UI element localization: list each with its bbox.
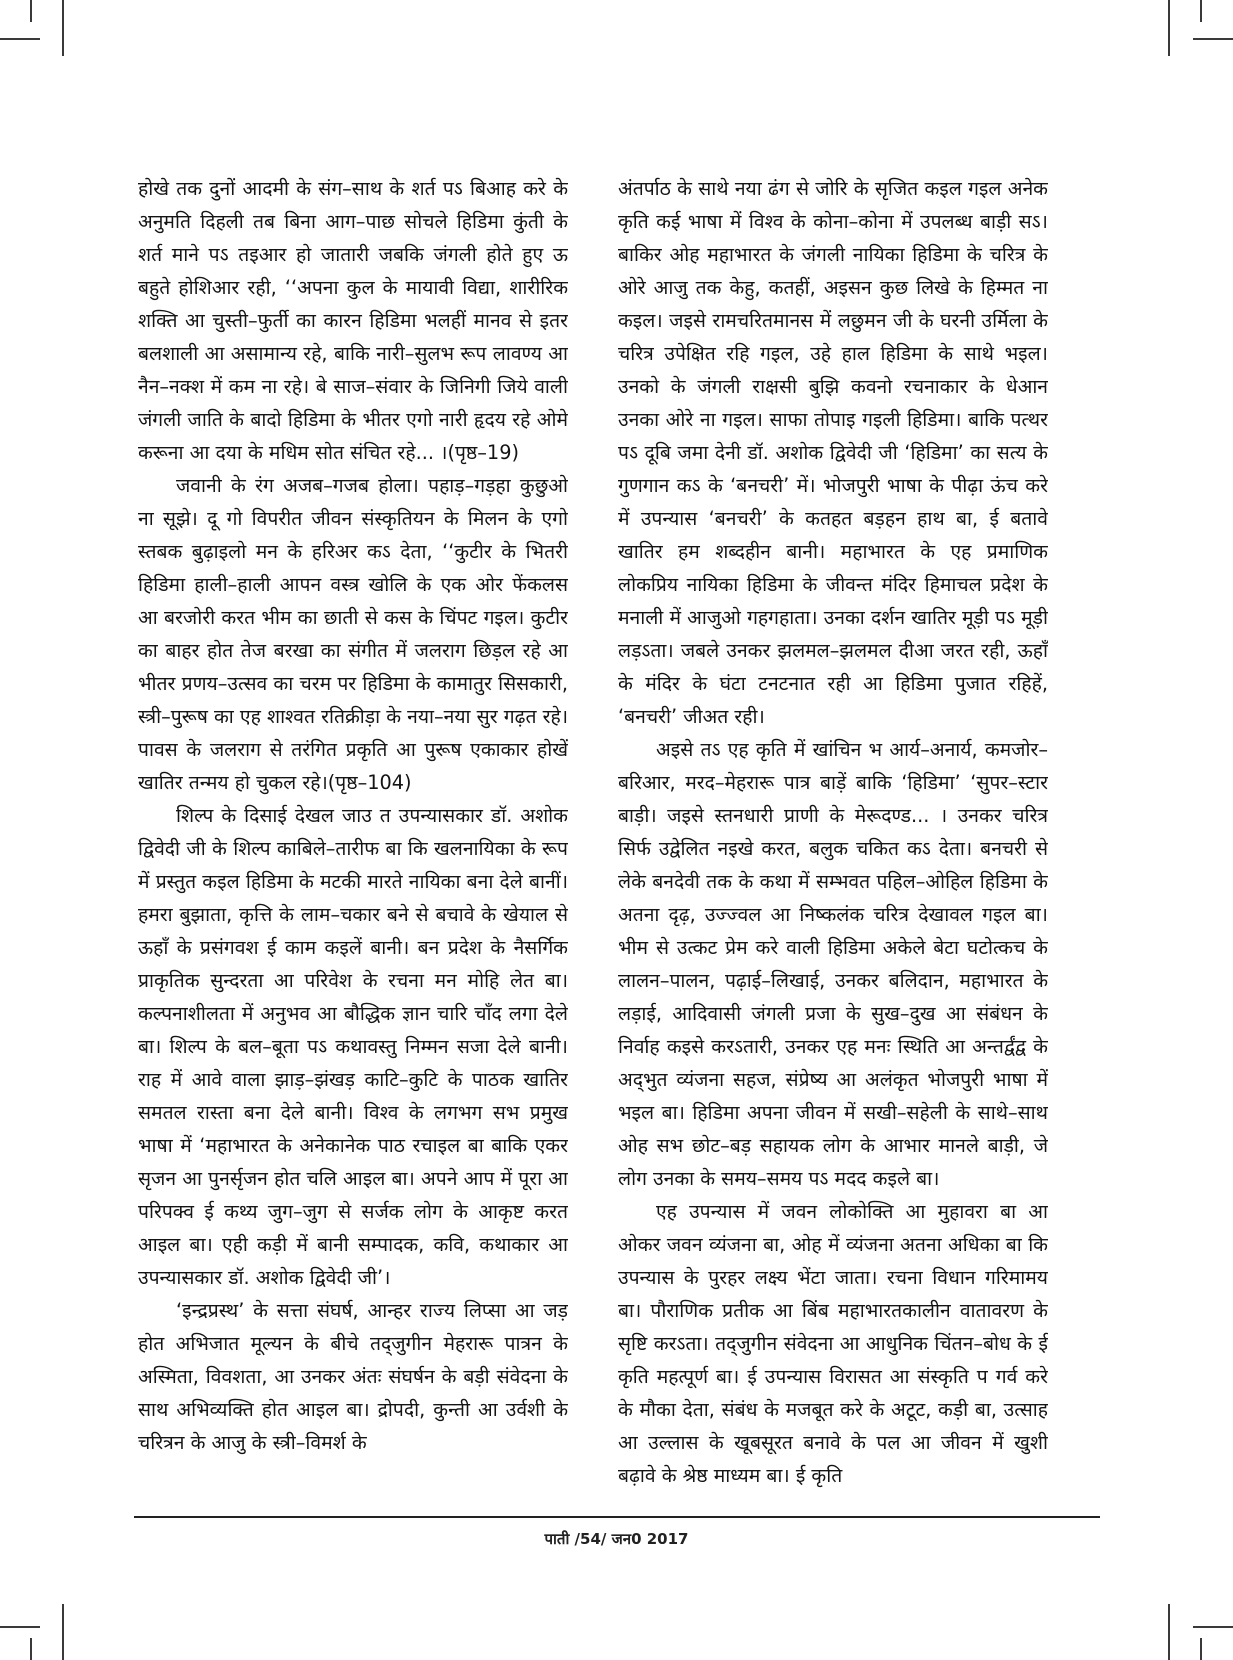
footer-rule: [134, 1516, 1100, 1518]
crop-mark: [30, 0, 32, 22]
paragraph: जवानी के रंग अजब–गजब होला। पहाड़–गड़हा कुछुओ ना सूझे। दू गो विपरीत जीवन संस्कृतियन के मिलन के एगो स्तबक बुढ़ाइलो मन के हरिअर कऽ देता, ‘‘कुटीर के भितरी हिडिमा हाली–हाली आपन वस्त्र खोलि के एक ओर फेंकलस आ बरजोरी करत भीम का छाती से कस के चिंपट गइल। कुटीर का बाहर होत तेज बरखा का संगीत में जलराग छिड़ल रहे आ भीतर प्रणय–उत्सव का चरम पर हिडिमा के कामातुर सिसकारी, स्त्री–पुरूष का एह शाश्वत रतिक्रीड़ा के नया–नया सुर गढ़त रहे। पावस के जलराग से तरंगित प्रकृति आ पुरूष एकाकार होखें खातिर तन्मय हो चुकल रहे।(पृष्ठ–104): [138, 474, 568, 794]
crop-mark: [1168, 0, 1170, 56]
paragraph: शिल्प के दिसाई देखल जाउ त उपन्यासकार डॉ. अशोक द्विवेदी जी के शिल्प काबिले–तारीफ बा कि खलनायिका के रूप में प्रस्तुत कइल हिडिमा के मटकी मारते नायिका बना देले बानीं। हमरा बुझाता, कृत्ति के लाम–चकार बने से बचावे के खेयाल से ऊहाँ के प्रसंगवश ई काम कइलें बानी। बन प्रदेश के नैसर्गिक प्राकृतिक सुन्दरता आ परिवेश के रचना मन मोहि लेत बा। कल्पनाशीलता में अनुभव आ बौद्धिक ज्ञान चारि चाँद लगा देले बा। शिल्प के बल–बूता पऽ कथावस्तु निम्मन सजा देले बानी। राह में आवे वाला झाड़–झंखड़ काटि–कुटि के पाठक खातिर समतल रास्ता बना देले बानी। विश्व के लगभग सभ प्रमुख भाषा में ‘महाभारत के अनेकानेक पाठ रचाइल बा बाकि एकर सृजन आ पुनर्सृजन होत चलि आइल बा। अपने आप में पूरा आ परिपक्व ई कथ्य जुग–जुग से सर्जक लोग के आकृष्ट करत आइल बा। एही कड़ी में बानी सम्पादक, कवि, कथाकार आ उपन्यासकार डॉ. अशोक द्विवेदी जी’।: [138, 804, 568, 1289]
crop-mark: [62, 0, 64, 56]
paragraph: ‘इन्द्रप्रस्थ’ के सत्ता संघर्ष, आन्हर राज्य लिप्सा आ जड़ होत अभिजात मूल्यन के बीचे तद्‌जुगीन मेहरारू पात्रन के अस्मिता, विवशता, आ उनकर अंतः संघर्षन के बड़ी संवेदना के साथ अभिव्यक्ति होत आइल बा। द्रोपदी, कुन्ती आ उर्वशी के चरित्रन के आजु के स्त्री–विमर्श के: [138, 1299, 568, 1454]
crop-mark: [1200, 1638, 1202, 1660]
crop-mark: [1193, 38, 1233, 40]
crop-mark: [0, 1626, 40, 1628]
crop-mark: [62, 1604, 64, 1660]
crop-mark: [0, 38, 40, 40]
page-footer: पाती /54/ जन0 2017: [544, 1530, 689, 1548]
paragraph: एह उपन्यास में जवन लोकोक्ति आ मुहावरा बा आ ओकर जवन व्यंजना बा, ओह में व्यंजना अतना अधिका बा कि उपन्यास के पुरहर लक्ष्य भेंटा जाता। रचना विधान गरिमामय बा। पौराणिक प्रतीक आ बिंब महाभारतकालीन वातावरण के सृष्टि करऽता। तद्‌जुगीन संवेदना आ आधुनिक चिंतन–बोध के ई कृति महत्पूर्ण बा। ई उपन्यास विरासत आ संस्कृति प गर्व करे के मौका देता, संबंध के मजबूत करे के अटूट, कड़ी बा, उत्साह आ उल्लास के खूबसूरत बनावे के पल आ जीवन में खुशी बढ़ावे के श्रेष्ठ माध्यम बा। ई कृति: [618, 1200, 1048, 1487]
paragraph: होखे तक दुनों आदमी के संग–साथ के शर्त पऽ बिआह करे के अनुमति दिहली तब बिना आग–पाछ सोचले हिडिमा कुंती के शर्त माने पऽ तइआर हो जातारी जबकि जंगली होते हुए ऊ बहुते होशिआर रही, ‘‘अपना कुल के मायावी विद्या, शारीरिक शक्ति आ चुस्ती–फुर्ती का कारन हिडिमा भलहीं मानव से इतर बलशाली आ असामान्य रहे, बाकि नारी–सुलभ रूप लावण्य आ नैन–नक्श में कम ना रहे। बे साज–संवार के जिनिगी जिये वाली जंगली जाति के बादो हिडिमा के भीतर एगो नारी हृदय रहे ओमे करूना आ दया के मधिम सोत संचित रहे... ।(पृष्ठ–19): [138, 177, 568, 464]
crop-mark: [30, 1638, 32, 1660]
text-column-right: [618, 172, 1048, 1492]
crop-mark: [1193, 1626, 1233, 1628]
crop-mark: [1200, 0, 1202, 22]
crop-mark: [1168, 1604, 1170, 1660]
paragraph: अइसे तऽ एह कृति में खांचिन भ आर्य–अनार्य, कमजोर–बरिआर, मरद–मेहरारू पात्र बाड़ें बाकि ‘हिडिमा’ ‘सुपर–स्टार बाड़ी। जइसे स्तनधारी प्राणी के मेरूदण्ड... । उनकर चरित्र सिर्फ उद्वेलित नइखे करत, बलुक चकित कऽ देता। बनचरी से लेके बनदेवी तक के कथा में सम्भवत पहिल–ओहिल हिडिमा के अतना दृढ़, उज्ज्वल आ निष्कलंक चरित्र देखावल गइल बा। भीम से उत्कट प्रेम करे वाली हिडिमा अकेले बेटा घटोत्कच के लालन–पालन, पढ़ाई–लिखाई, उनकर बलिदान, महाभारत के लड़ाई, आदिवासी जंगली प्रजा के सुख–दुख आ संबंधन के निर्वाह कइसे करऽतारी, उनकर एह मनः स्थिति आ अन्तर्द्वंद्व के अद्‌भुत व्यंजना सहज, संप्रेष्य आ अलंकृत भोजपुरी भाषा में भइल बा। हिडिमा अपना जीवन में सखी–सहेली के साथे–साथ ओह सभ छोट–बड़ सहायक लोग के आभार मानले बाड़ी, जे लोग उनका के समय–समय पऽ मदद कइले बा।: [618, 738, 1048, 1190]
text-column-left: [138, 172, 568, 1459]
paragraph: अंतर्पाठ के साथे नया ढंग से जोरि के सृजित कइल गइल अनेक कृति कई भाषा में विश्व के कोना–कोना में उपलब्ध बाड़ी सऽ। बाकिर ओह महाभारत के जंगली नायिका हिडिमा के चरित्र के ओरे आजु तक केहु, कतहीं, अइसन कुछ लिखे के हिम्मत ना कइल। जइसे रामचरितमानस में लछुमन जी के घरनी उर्मिला के चरित्र उपेक्षित रहि गइल, उहे हाल हिडिमा के साथे भइल। उनको के जंगली राक्षसी बुझि कवनो रचनाकार के धेआन उनका ओरे ना गइल। साफा तोपाइ गइली हिडिमा। बाकि पत्थर पऽ दूबि जमा देनी डॉ. अशोक द्विवेदी जी ‘हिडिमा’ का सत्य के गुणगान कऽ के ‘बनचरी’ में। भोजपुरी भाषा के पीढ़ा ऊंच करे में उपन्यास ‘बनचरी’ के कतहत बड़हन हाथ बा, ई बतावे खातिर हम शब्दहीन बानी। महाभारत के एह प्रमाणिक लोकप्रिय नायिका हिडिमा के जीवन्त मंदिर हिमाचल प्रदेश के मनाली में आजुओ गहगहाता। उनका दर्शन खातिर मूड़ी पऽ मूड़ी लड़ऽता। जबले उनकर झलमल–झलमल दीआ जरत रही, ऊहाँ के मंदिर के घंटा टनटनात रही आ हिडिमा पुजात रहिहें, ‘बनचरी’ जीअत रही।: [618, 177, 1048, 728]
